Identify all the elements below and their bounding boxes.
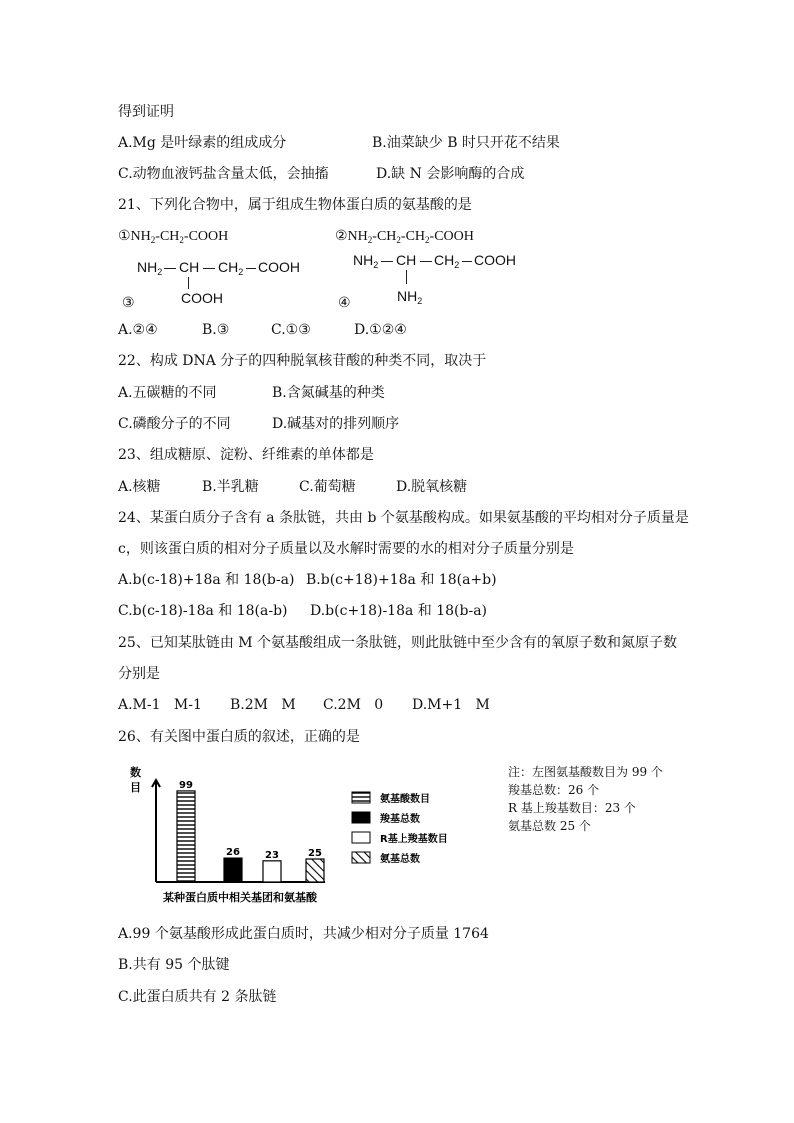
q26-option-b: B.共有 95 个肽键 [118,957,230,973]
q26-option-c: C.此蛋白质共有 2 条肽链 [118,989,277,1005]
legend-label: R基上羧基数目 [380,834,448,845]
note-line-1: 注：左图氨基酸数目为 99 个 [508,765,663,779]
s3-marker: ③ [122,295,135,311]
q20-option-b: B.油菜缺少 B 时只开花不结果 [372,135,560,151]
q26-stem: 26、有关图中蛋白质的叙述，正确的是 [118,729,360,745]
legend-swatch [352,852,370,863]
s3-ch2: $CH_2$ [218,259,244,277]
legend-label: 氨基总数 [380,854,420,865]
q23-stem: 23、组成糖原、淀粉、纤维素的单体都是 [118,447,374,463]
legend-swatch [352,812,370,823]
legend-swatch [352,792,370,803]
q23-option-c: C.葡萄糖 [299,479,356,495]
s4-ch2: $CH_2$ [434,252,460,270]
note-line-3: R 基上羧基数目：23 个 [508,801,636,815]
q24-option-d: D.b(c+18)-18a 和 18(b-a) [310,603,488,619]
s4-nh2: $NH_2$ [353,252,379,270]
s4-bond-3 [462,261,472,262]
s3-bond-1 [164,268,176,269]
q25-option-b: B.2M M [230,697,296,713]
bar-3 [263,861,281,882]
q23-option-a: A.核糖 [118,479,161,495]
s4-bond-1 [381,261,393,262]
q25-stem-1: 25、已知某肽链由 M 个氨基酸组成一条肽链，则此肽链中至少含有的氧原子数和氮原子数 [118,635,678,651]
q24-option-a: A.b(c-18)+18a 和 18(b-a) [118,572,295,588]
y-axis-label: 数 [130,766,141,779]
note-line-2: 羧基总数：26 个 [508,783,600,797]
bar-value-label: 23 [265,849,279,861]
q20-option-a: A.Mg 是叶绿素的组成成分 [118,135,287,151]
s4-bond-down [406,270,407,284]
legend-swatch [352,832,370,843]
s4-nh2-down: $NH_2$ [397,288,423,306]
q20-option-d: D.缺 N 会影响酶的合成 [376,166,525,182]
q24-option-c: C.b(c-18)-18a 和 18(a-b) [118,603,288,619]
s3-cooh-down: COOH [181,290,223,306]
q21-option-c: C.①③ [271,322,311,338]
bar-4 [306,859,324,882]
s3-bond-down [188,277,189,289]
q21-formula-1: $①NH_2-CH_2$-COOH [118,229,229,245]
legend-label: 羧基总数 [380,814,420,825]
bar-value-label: 26 [226,847,240,859]
bar-value-label: 25 [308,848,322,859]
bar-chart [110,760,480,910]
q20-end: 得到证明 [118,104,174,120]
q21-option-a: A.②④ [118,322,158,338]
s4-bond-2 [420,261,432,262]
q25-option-d: D.M+1 M [412,697,490,713]
q21-formula-2: $②NH_2-CH_2-CH_2$-COOH [335,229,474,245]
s3-cooh: COOH [258,259,300,275]
q24-option-b: B.b(c+18)+18a 和 18(a+b) [306,572,497,588]
q26-option-a: A.99 个氨基酸形成此蛋白质时，共减少相对分子质量 1764 [118,926,489,942]
q24-stem-2: c，则该蛋白质的相对分子质量以及水解时需要的水的相对分子质量分别是 [118,541,574,557]
s3-nh2: $NH_2$ [137,259,163,277]
s3-bond-2 [203,268,215,269]
q22-option-c: C.磷酸分子的不同 [118,416,231,432]
q22-option-d: D.碱基对的排列顺序 [272,416,400,432]
q21-stem: 21、下列化合物中，属于组成生物体蛋白质的氨基酸的是 [118,197,472,213]
q20-option-c: C.动物血液钙盐含量太低，会抽搐 [118,166,329,182]
q22-stem: 22、构成 DNA 分子的四种脱氧核苷酸的种类不同，取决于 [118,353,487,369]
q25-stem-2: 分别是 [118,666,160,682]
x-axis-label: 某种蛋白质中相关基团和氨基酸 [163,891,317,904]
q22-option-b: B.含氮碱基的种类 [272,385,385,401]
s3-bond-3 [246,268,256,269]
y-axis-label: 目 [130,781,141,794]
q21-option-d: D.①②④ [354,322,407,338]
s4-marker: ④ [338,295,351,311]
q23-option-b: B.半乳糖 [202,479,259,495]
q25-option-a: A.M-1 M-1 [118,697,202,713]
q24-stem-1: 24、某蛋白质分子含有 a 条肽链，共由 b 个氨基酸构成。如果氨基酸的平均相对分子质量是 [118,510,689,526]
bar-1 [177,791,195,882]
note-line-4: 氨基总数 25 个 [508,819,591,833]
bar-2 [224,858,242,882]
s4-ch: CH [396,252,417,268]
q25-option-c: C.2M 0 [323,697,384,713]
q22-option-a: A.五碳糖的不同 [118,385,217,401]
q23-option-d: D.脱氧核糖 [396,479,468,495]
s4-cooh: COOH [474,252,516,268]
q21-option-b: B.③ [202,322,230,338]
s3-ch: CH [179,259,200,275]
bar-value-label: 99 [179,779,193,791]
legend-label: 氨基酸数目 [380,794,430,805]
